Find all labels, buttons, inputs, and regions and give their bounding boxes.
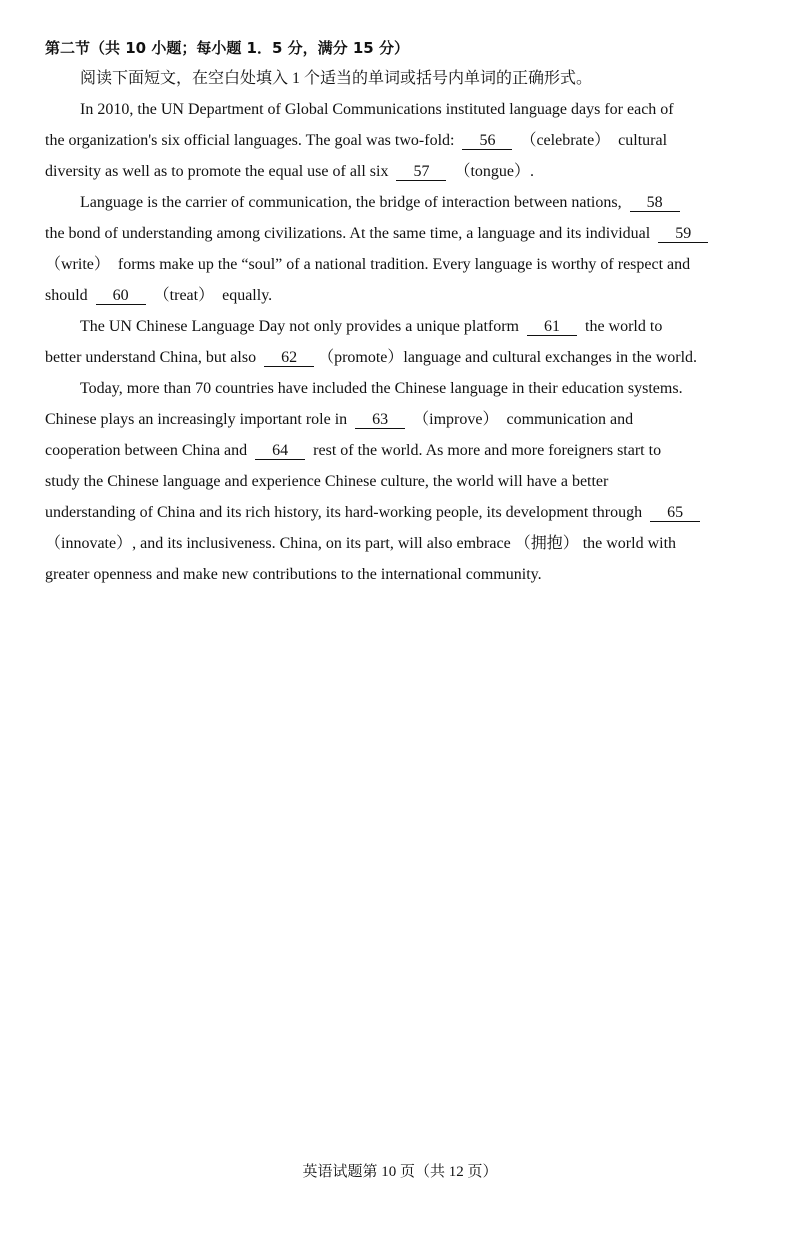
text-segment: The UN Chinese Language Day not only provides a unique platform (80, 318, 527, 335)
section-heading (45, 36, 760, 67)
text-line (45, 501, 760, 532)
paragraph-first-line (45, 315, 760, 346)
paragraph-first-line (45, 98, 760, 129)
text-line (45, 346, 760, 377)
text-line (45, 160, 760, 191)
text-segment: 第二节（共 10 小题；每小题 1．5 分，满分 15 分） (45, 39, 409, 57)
text-segment: （improve） communication and (405, 411, 634, 428)
text-segment: In 2010, the UN Department of Global Communications instituted language days for each of (80, 101, 674, 118)
answer-blank-64: 64 (255, 442, 305, 460)
text-line (45, 253, 760, 284)
text-segment: （tongue）. (446, 163, 535, 180)
text-segment: should (45, 287, 96, 304)
text-segment: （promote）language and cultural exchanges in the world. (314, 349, 698, 366)
paragraph-first-line (45, 67, 760, 98)
cloze-passage (45, 36, 760, 594)
text-segment: diversity as well as to promote the equal use of all six (45, 163, 397, 180)
answer-blank-65: 65 (650, 504, 700, 522)
text-segment: greater openness and make new contributions to the international community. (45, 566, 542, 583)
answer-blank-56: 56 (462, 132, 512, 150)
text-segment: cooperation between China and (45, 442, 256, 459)
text-line (45, 439, 760, 470)
answer-blank-62: 62 (264, 349, 314, 367)
paragraph-first-line (45, 191, 760, 222)
text-segment: Today, more than 70 countries have included the Chinese language in their education systems. (80, 380, 683, 397)
text-line (45, 563, 760, 594)
answer-blank-63: 63 (355, 411, 405, 429)
text-segment: better understand China, but also (45, 349, 265, 366)
text-segment: the bond of understanding among civilizations. At the same time, a language and its individual (45, 225, 659, 242)
answer-blank-60: 60 (96, 287, 146, 305)
answer-blank-61: 61 (527, 318, 577, 336)
text-segment: Chinese plays an increasingly important role in (45, 411, 356, 428)
text-segment: （write） forms make up the “soul” of a national tradition. Every language is worthy of respect and (45, 256, 691, 273)
text-line (45, 470, 760, 501)
text-segment: the world to (577, 318, 663, 335)
text-segment: rest of the world. As more and more foreigners start to (305, 442, 662, 459)
text-line (45, 129, 760, 160)
answer-blank-58: 58 (630, 194, 680, 212)
text-segment: the organization's six official languages. The goal was two-fold: (45, 132, 463, 149)
text-segment: Language is the carrier of communication, the bridge of interaction between nations, (80, 194, 630, 211)
text-segment: （innovate）, and its inclusiveness. China, on its part, will also embrace （拥抱） the world with (45, 535, 677, 552)
text-segment: （celebrate） cultural (512, 132, 668, 149)
text-line (45, 222, 760, 253)
text-segment: 阅读下面短文，在空白处填入 1 个适当的单词或括号内单词的正确形式。 (80, 70, 593, 87)
answer-blank-59: 59 (658, 225, 708, 243)
text-line (45, 408, 760, 439)
text-line (45, 284, 760, 315)
text-segment: study the Chinese language and experience Chinese culture, the world will have a better (45, 473, 609, 490)
answer-blank-57: 57 (396, 163, 446, 181)
paragraph-first-line (45, 377, 760, 408)
page-footer: 英语试题第 10 页（共 12 页） (302, 1164, 498, 1180)
text-segment: （treat） equally. (145, 287, 273, 304)
text-segment: understanding of China and its rich history, its hard-working people, its development through (45, 504, 651, 521)
text-line (45, 532, 760, 563)
